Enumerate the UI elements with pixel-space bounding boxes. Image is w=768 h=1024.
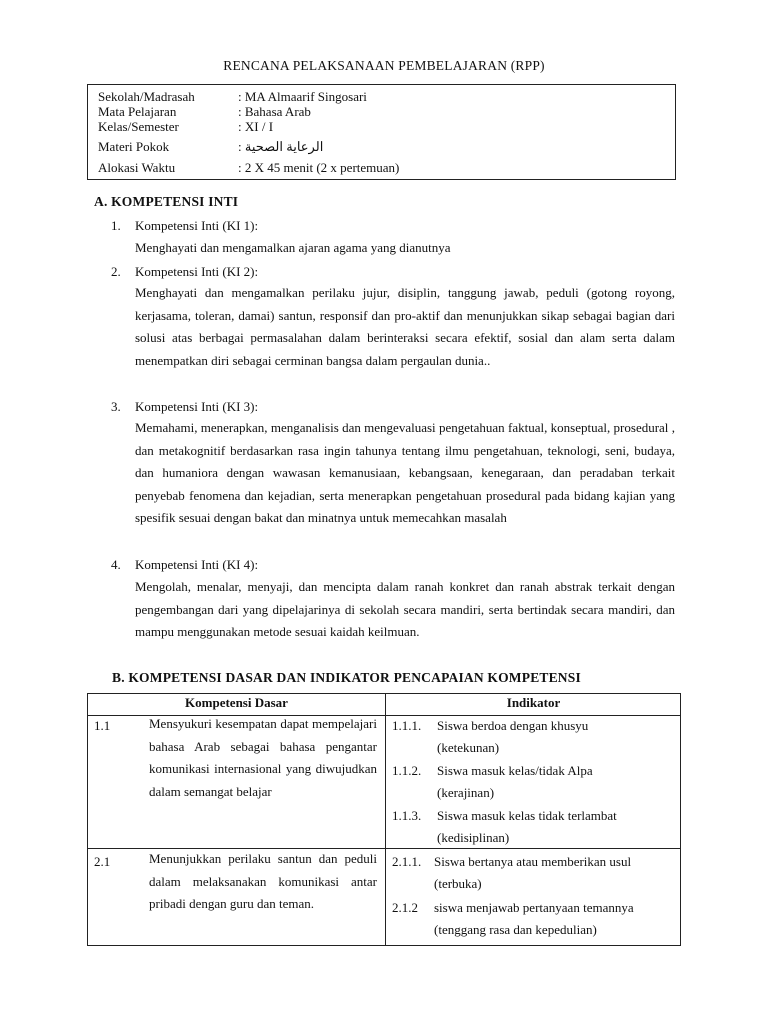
indicator-number: 1.1.2. (392, 763, 422, 778)
indicator-text: Siswa masuk kelas/tidak Alpa (437, 763, 593, 778)
indicator-number: 1.1.1. (392, 718, 422, 733)
kd-table (87, 693, 681, 946)
identity-value: : MA Almaarif Singosari (238, 89, 367, 104)
identity-value: : 2 X 45 menit (2 x pertemuan) (238, 160, 400, 175)
table-divider (385, 694, 386, 945)
column-header-kd: Kompetensi Dasar (185, 695, 288, 710)
identity-box (87, 84, 676, 180)
indicator-sub: (terbuka) (434, 876, 482, 891)
kd-text: Menunjukkan perilaku santun dan peduli dalam melaksanakan komunikasi antar pribadi dengan guru dan teman. (149, 851, 377, 912)
identity-value: : XI / I (238, 119, 274, 134)
indicator-sub: (tenggang rasa dan kepedulian) (434, 922, 597, 937)
identity-label: Kelas/Semester (98, 119, 179, 134)
ki-heading: Kompetensi Inti (KI 3): (135, 399, 259, 414)
ki-number: 4. (111, 557, 121, 572)
document-title: RENCANA PELAKSANAAN PEMBELAJARAN (RPP) (223, 58, 545, 73)
indicator-number: 2.1.2 (392, 900, 418, 915)
ki-text: Mengolah, menalar, menyaji, dan mencipta dalam ranah konkret dan ranah abstrak terkait dengan pengembangan dari yang dipelajarinya di sekolah secara mandiri, serta bertindak secara mandiri, dan mampu menggunakan metode sesuai kaidah keilmuan. (135, 579, 675, 640)
kd-number: 1.1 (94, 718, 111, 733)
section-a-heading: A. KOMPETENSI INTI (94, 194, 239, 209)
identity-label: Materi Pokok (98, 139, 170, 154)
section-b-heading: B. KOMPETENSI DASAR DAN INDIKATOR PENCAPAIAN KOMPETENSI (112, 670, 581, 685)
identity-value: : Bahasa Arab (238, 104, 311, 119)
ki-heading: Kompetensi Inti (KI 1): (135, 218, 259, 233)
indicator-sub: (kedisiplinan) (437, 830, 510, 845)
identity-label: Alokasi Waktu (98, 160, 176, 175)
kd-number: 2.1 (94, 854, 111, 869)
ki-number: 3. (111, 399, 121, 414)
ki-text: Memahami, menerapkan, menganalisis dan mengevaluasi pengetahuan faktual, konseptual, prosedural , dan metakognitif berdasarkan rasa ingin tahunya tentang ilmu pengetahuan, teknologi, seni, budaya, dan humaniora dengan wawasan kemanusiaan, kebangsaan, kenegaraan, dan peradaban terkait penyebab fenomena dan kejadian, serta menerapkan pengetahuan prosedural pada bidang kajian yang spesifik sesuai dengan bakat dan minatnya untuk memecahkan masalah (135, 420, 675, 526)
ki-number: 2. (111, 264, 121, 279)
indicator-text: Siswa masuk kelas tidak terlambat (437, 808, 617, 823)
ki-number: 1. (111, 218, 121, 233)
indicator-number: 1.1.3. (392, 808, 422, 823)
kd-text: Mensyukuri kesempatan dapat mempelajari bahasa Arab sebagai bahasa pengantar komunikasi internasional yang diwujudkan dalam semangat belajar (149, 716, 377, 799)
indicator-text: Siswa bertanya atau memberikan usul (434, 854, 632, 869)
identity-value: : الرعاية الصحية (238, 139, 324, 154)
indicator-number: 2.1.1. (392, 854, 422, 869)
ki-text: Menghayati dan mengamalkan perilaku jujur, disiplin, tanggung jawab, peduli (gotong royong, kerjasama, toleran, damai) santun, responsif dan pro-aktif dan menunjukkan sikap sebagai bagian dari solusi atas berbagai permasalahan dalam berinteraksi secara efektif, sosial dan alam serta dalam menempatkan diri sebagai cerminan bangsa dalam pergaulan dunia.. (135, 285, 675, 368)
identity-label: Sekolah/Madrasah (98, 89, 195, 104)
indicator-sub: (kerajinan) (437, 785, 495, 800)
ki-heading: Kompetensi Inti (KI 4): (135, 557, 259, 572)
identity-label: Mata Pelajaran (98, 104, 177, 119)
indicator-text: Siswa berdoa dengan khusyu (437, 718, 589, 733)
indicator-text: siswa menjawab pertanyaan temannya (434, 900, 634, 915)
column-header-indicator: Indikator (506, 695, 561, 710)
ki-heading: Kompetensi Inti (KI 2): (135, 264, 259, 279)
ki-text: Menghayati dan mengamalkan ajaran agama yang dianutnya (135, 240, 451, 255)
indicator-sub: (ketekunan) (437, 740, 500, 755)
